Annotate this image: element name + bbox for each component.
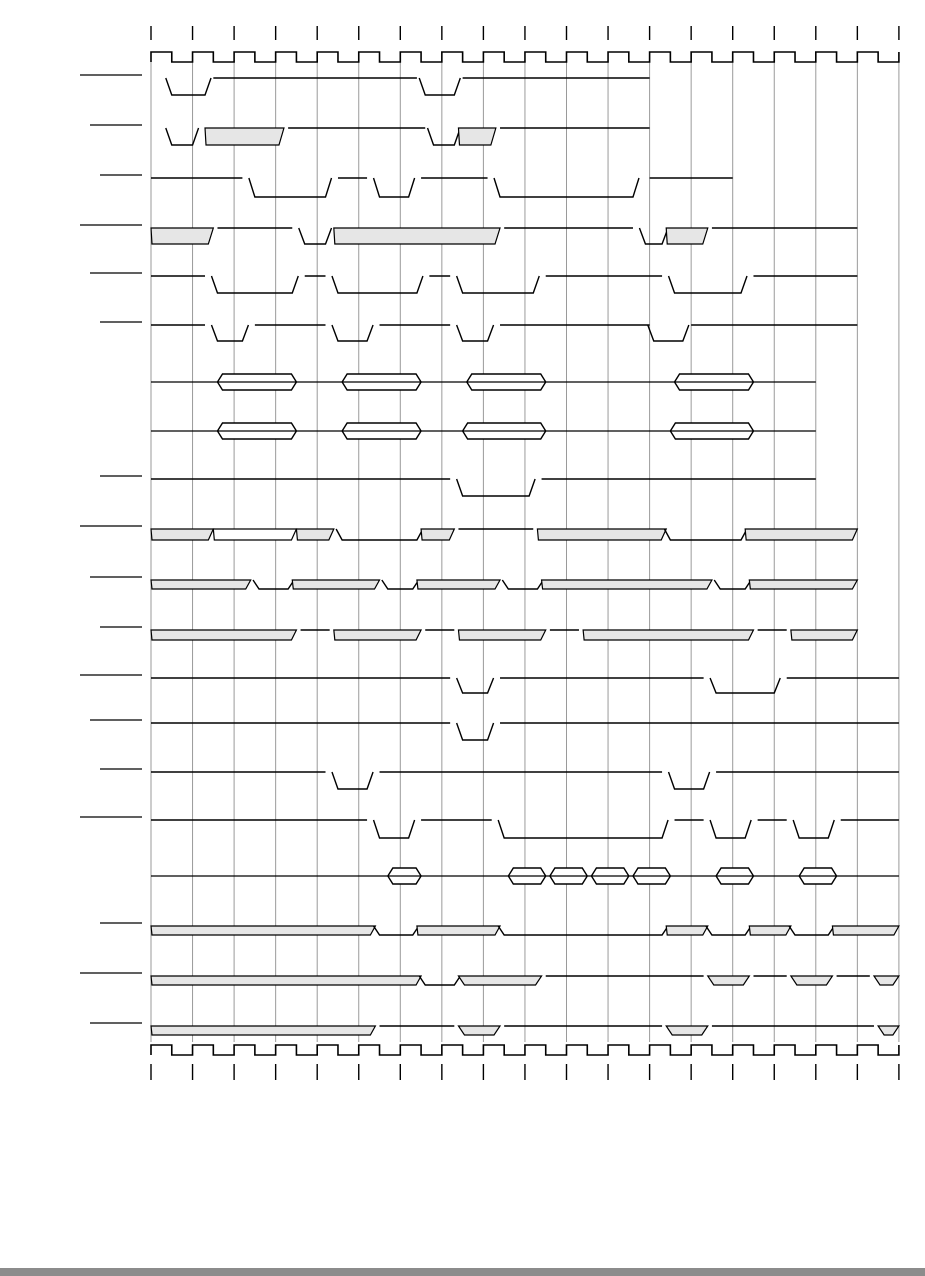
shaded-state-segment bbox=[666, 926, 708, 935]
shaded-state-segment bbox=[296, 529, 333, 540]
shaded-state-segment bbox=[542, 580, 712, 589]
signal-low-pulse bbox=[336, 529, 423, 540]
shaded-state-segment bbox=[292, 580, 379, 589]
signal-low-pulse bbox=[664, 529, 747, 540]
signal-low-pulse bbox=[249, 178, 332, 197]
signal-low-pulse bbox=[457, 479, 535, 496]
signal-low-pulse bbox=[710, 820, 751, 838]
signal-low-pulse bbox=[211, 325, 248, 341]
cycle-gridlines bbox=[151, 60, 899, 1042]
shaded-state-segment bbox=[749, 580, 857, 589]
signal-low-pulse bbox=[211, 276, 298, 293]
signal-low-pulse bbox=[374, 926, 419, 935]
shaded-state-segment bbox=[151, 976, 421, 985]
signal-low-pulse bbox=[639, 228, 668, 244]
signal-low-pulse bbox=[374, 178, 415, 197]
signal-row bbox=[151, 976, 899, 985]
shaded-pulse-segment bbox=[878, 1026, 899, 1035]
shaded-state-segment bbox=[666, 228, 708, 244]
shaded-state-segment bbox=[205, 128, 284, 145]
shaded-pulse-segment bbox=[708, 976, 750, 985]
shaded-state-segment bbox=[151, 1026, 375, 1035]
signal-low-pulse bbox=[428, 128, 461, 145]
shaded-state-segment bbox=[537, 529, 666, 540]
signal-low-pulse bbox=[332, 325, 373, 341]
signal-low-pulse bbox=[793, 820, 834, 838]
shaded-state-segment bbox=[832, 926, 898, 935]
signal-row bbox=[151, 276, 857, 293]
signal-low-pulse bbox=[374, 820, 415, 838]
shaded-state-segment bbox=[749, 926, 791, 935]
shaded-state-segment bbox=[151, 630, 296, 640]
signal-low-pulse bbox=[502, 580, 543, 589]
signal-low-pulse bbox=[166, 128, 199, 145]
shaded-pulse-segment bbox=[791, 976, 833, 985]
shaded-state-segment bbox=[583, 630, 753, 640]
signal-low-pulse bbox=[498, 926, 668, 935]
shaded-state-segment bbox=[151, 529, 213, 540]
signal-low-pulse bbox=[669, 276, 747, 293]
signal-low-pulse bbox=[457, 723, 494, 740]
signal-row bbox=[151, 374, 816, 390]
signal-row bbox=[151, 228, 857, 244]
signal-low-pulse bbox=[648, 325, 689, 341]
signal-low-pulse bbox=[706, 926, 751, 935]
signal-low-pulse bbox=[457, 276, 540, 293]
signal-low-pulse bbox=[669, 772, 710, 789]
shaded-state-segment bbox=[151, 580, 251, 589]
signal-low-pulse bbox=[457, 678, 494, 693]
shaded-state-segment bbox=[151, 926, 375, 935]
signal-low-pulse bbox=[710, 678, 780, 693]
shaded-pulse-segment bbox=[666, 1026, 708, 1035]
shaded-state-segment bbox=[417, 926, 500, 935]
signal-low-pulse bbox=[498, 820, 668, 838]
signal-name-markers bbox=[80, 75, 142, 1023]
signal-row bbox=[151, 580, 857, 589]
clock-top bbox=[151, 52, 899, 62]
shaded-state-segment bbox=[421, 529, 454, 540]
page-bottom-bar bbox=[0, 1268, 925, 1276]
signal-low-pulse bbox=[457, 325, 494, 341]
signal-row bbox=[151, 630, 857, 640]
shaded-state-segment bbox=[791, 630, 857, 640]
clock-bottom bbox=[151, 1045, 899, 1055]
signal-row bbox=[151, 325, 857, 341]
shaded-pulse-segment bbox=[458, 1026, 500, 1035]
signal-low-pulse bbox=[299, 228, 332, 244]
white-state-segment bbox=[213, 529, 296, 540]
shaded-pulse-segment bbox=[458, 976, 541, 985]
signal-low-pulse bbox=[166, 78, 211, 95]
shaded-state-segment bbox=[458, 630, 545, 640]
signal-low-pulse bbox=[789, 926, 834, 935]
signal-low-pulse bbox=[253, 580, 294, 589]
signal-low-pulse bbox=[332, 276, 423, 293]
shaded-state-segment bbox=[745, 529, 857, 540]
shaded-state-segment bbox=[334, 228, 500, 244]
signal-low-pulse bbox=[419, 976, 460, 985]
shaded-state-segment bbox=[417, 580, 500, 589]
shaded-pulse-segment bbox=[874, 976, 899, 985]
shaded-state-segment bbox=[334, 630, 421, 640]
shaded-state-segment bbox=[151, 228, 213, 244]
signal-low-pulse bbox=[332, 772, 373, 789]
signal-row bbox=[151, 423, 816, 439]
signal-low-pulse bbox=[419, 78, 460, 95]
signal-row bbox=[151, 868, 899, 884]
signal-row bbox=[151, 529, 857, 540]
shaded-state-segment bbox=[458, 128, 495, 145]
